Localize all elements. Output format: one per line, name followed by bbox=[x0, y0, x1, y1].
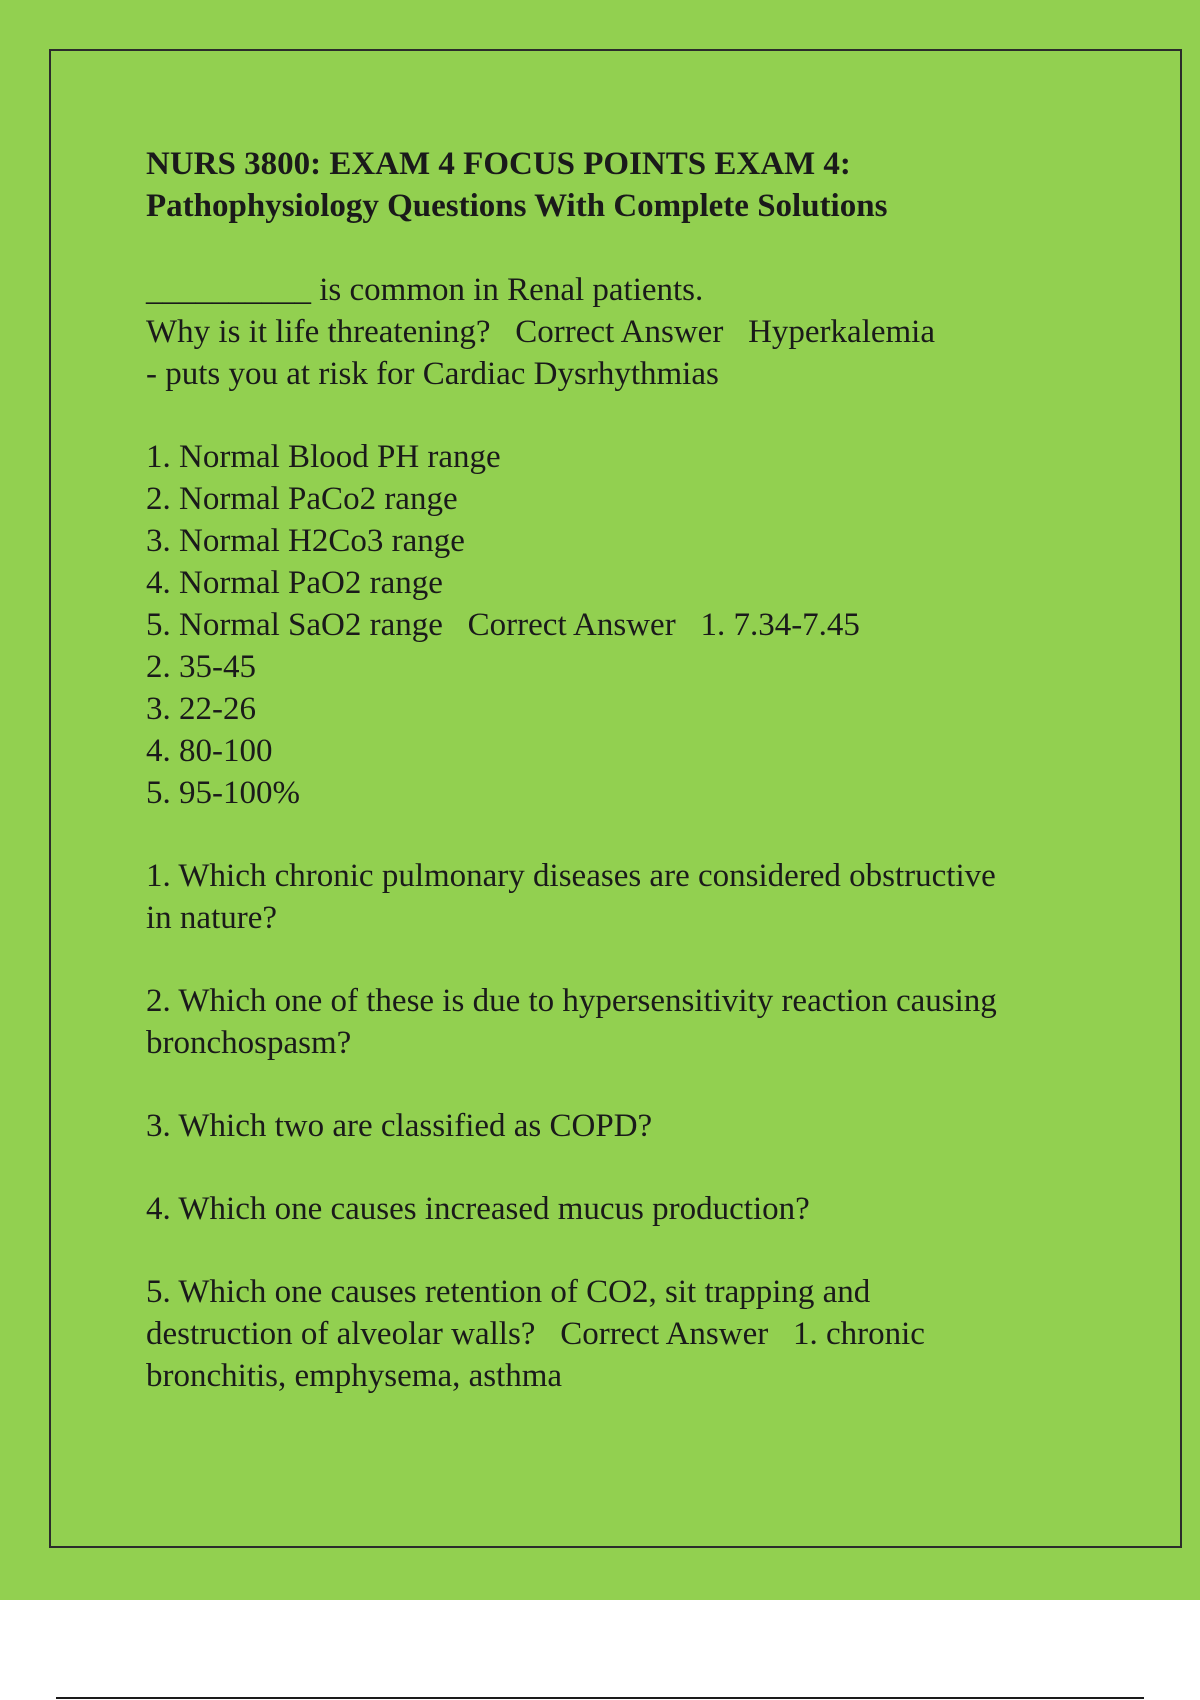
range-line: 1. Normal Blood PH range bbox=[146, 439, 501, 475]
question-line: Why is it life threatening? Correct Answer Hyperkalemia bbox=[146, 314, 935, 350]
document-content bbox=[146, 143, 1096, 1438]
question-line: 5. Which one causes retention of CO2, sit trapping and bbox=[146, 1274, 871, 1310]
pulmonary-question-5 bbox=[146, 1271, 1096, 1397]
question-line: bronchitis, emphysema, asthma bbox=[146, 1358, 563, 1394]
question-line: 4. Which one causes increased mucus production? bbox=[146, 1191, 810, 1227]
pulmonary-question-1 bbox=[146, 855, 1096, 939]
title-line-1: NURS 3800: EXAM 4 FOCUS POINTS EXAM 4: bbox=[146, 146, 851, 182]
question-normal-ranges bbox=[146, 436, 1096, 814]
question-line: __________ is common in Renal patients. bbox=[146, 272, 704, 308]
range-line: 4. Normal PaO2 range bbox=[146, 565, 443, 601]
question-line: in nature? bbox=[146, 900, 278, 936]
title-line-2: Pathophysiology Questions With Complete Solutions bbox=[146, 188, 888, 224]
pulmonary-question-3 bbox=[146, 1105, 1096, 1147]
question-line: - puts you at risk for Cardiac Dysrhythmias bbox=[146, 356, 719, 392]
question-line: 3. Which two are classified as COPD? bbox=[146, 1108, 653, 1144]
pulmonary-question-4 bbox=[146, 1188, 1096, 1230]
footer-rule bbox=[56, 1697, 1144, 1699]
question-hyperkalemia bbox=[146, 269, 1096, 395]
range-line: 4. 80-100 bbox=[146, 733, 273, 769]
question-line: 2. Which one of these is due to hypersensitivity reaction causing bbox=[146, 983, 997, 1019]
range-line: 3. Normal H2Co3 range bbox=[146, 523, 465, 559]
range-line: 5. 95-100% bbox=[146, 775, 300, 811]
question-line: bronchospasm? bbox=[146, 1025, 352, 1061]
range-line: 3. 22-26 bbox=[146, 691, 256, 727]
range-line: 2. 35-45 bbox=[146, 649, 256, 685]
question-line: destruction of alveolar walls? Correct Answer 1. chronic bbox=[146, 1316, 925, 1352]
range-line: 5. Normal SaO2 range Correct Answer 1. 7.34-7.45 bbox=[146, 607, 860, 643]
document-title bbox=[146, 143, 1096, 227]
range-line: 2. Normal PaCo2 range bbox=[146, 481, 458, 517]
pulmonary-question-2 bbox=[146, 980, 1096, 1064]
question-line: 1. Which chronic pulmonary diseases are considered obstructive bbox=[146, 858, 996, 894]
